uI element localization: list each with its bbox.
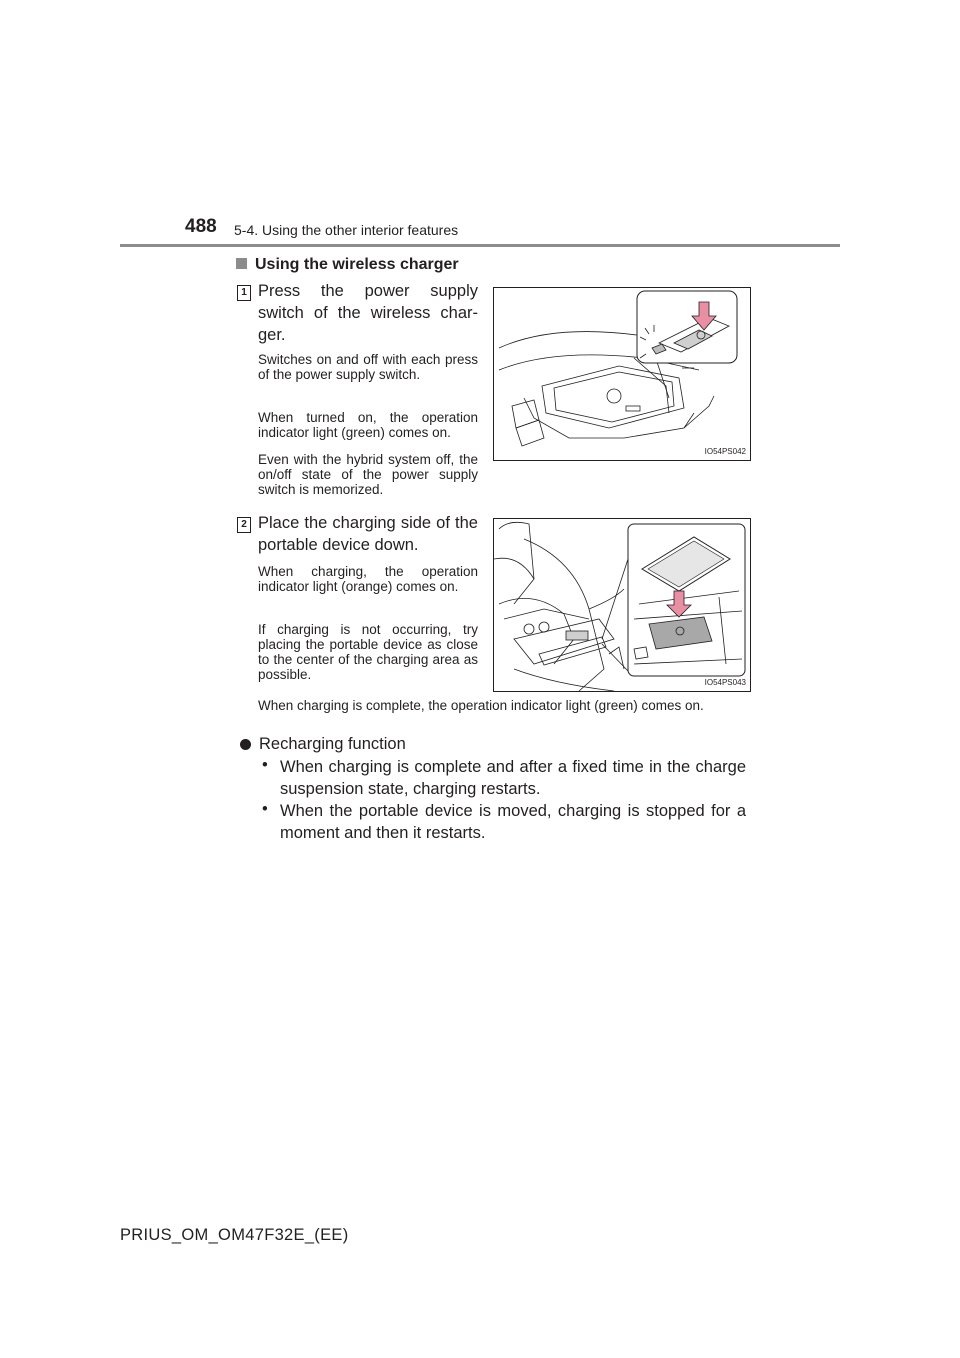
step-2-note-2: If charging is not occurring, try placing the portable device as close to the center of the charging area as possible.: [258, 622, 478, 682]
step-number-2: 2: [237, 517, 251, 533]
charging-complete-note: When charging is complete, the operation indicator light (green) comes on.: [258, 698, 704, 713]
console-switch-illustration: [494, 288, 750, 460]
step-1-note-1: Switches on and off with each press of the power supply switch.: [258, 352, 478, 382]
document-footer: PRIUS_OM_OM47F32E_(EE): [120, 1226, 349, 1244]
figure-device-placement: [493, 518, 751, 692]
header-rule: [120, 244, 840, 247]
figure-power-switch: [493, 287, 751, 461]
sub-bullet-1-marker: •: [262, 756, 268, 774]
recharging-item-2: When the portable device is moved, charging is stopped for a moment and then it restarts.: [280, 802, 746, 842]
figure-code-1: IO54PS042: [704, 447, 746, 456]
step-number-1: 1: [237, 285, 251, 301]
recharging-title: Recharging function: [259, 735, 406, 753]
recharging-heading: [240, 735, 406, 754]
section-header: 5-4. Using the other interior features: [234, 222, 459, 238]
page-number: 488: [185, 216, 217, 237]
sub-bullet-2-marker: •: [262, 800, 268, 818]
step-1-instruction: Press the power supply switch of the wireless char-ger.: [258, 282, 478, 344]
heading-text: Using the wireless charger: [255, 256, 459, 273]
step-1-note-2: When turned on, the operation indicator light (green) comes on.: [258, 410, 478, 440]
step-2-note-1: When charging, the operation indicator light (orange) comes on.: [258, 564, 478, 594]
square-bullet-icon: [236, 258, 247, 269]
step-1-note-3: Even with the hybrid system off, the on/off state of the power supply switch is memorized.: [258, 452, 478, 497]
recharging-item-1: When charging is complete and after a fixed time in the charge suspension state, charging restarts.: [280, 758, 746, 798]
figure-code-2: IO54PS043: [704, 678, 746, 687]
step-2-instruction: Place the charging side of the portable device down.: [258, 514, 478, 554]
section-heading: [236, 256, 459, 274]
console-device-illustration: [494, 519, 750, 691]
bullet-dot-icon: [240, 739, 251, 750]
